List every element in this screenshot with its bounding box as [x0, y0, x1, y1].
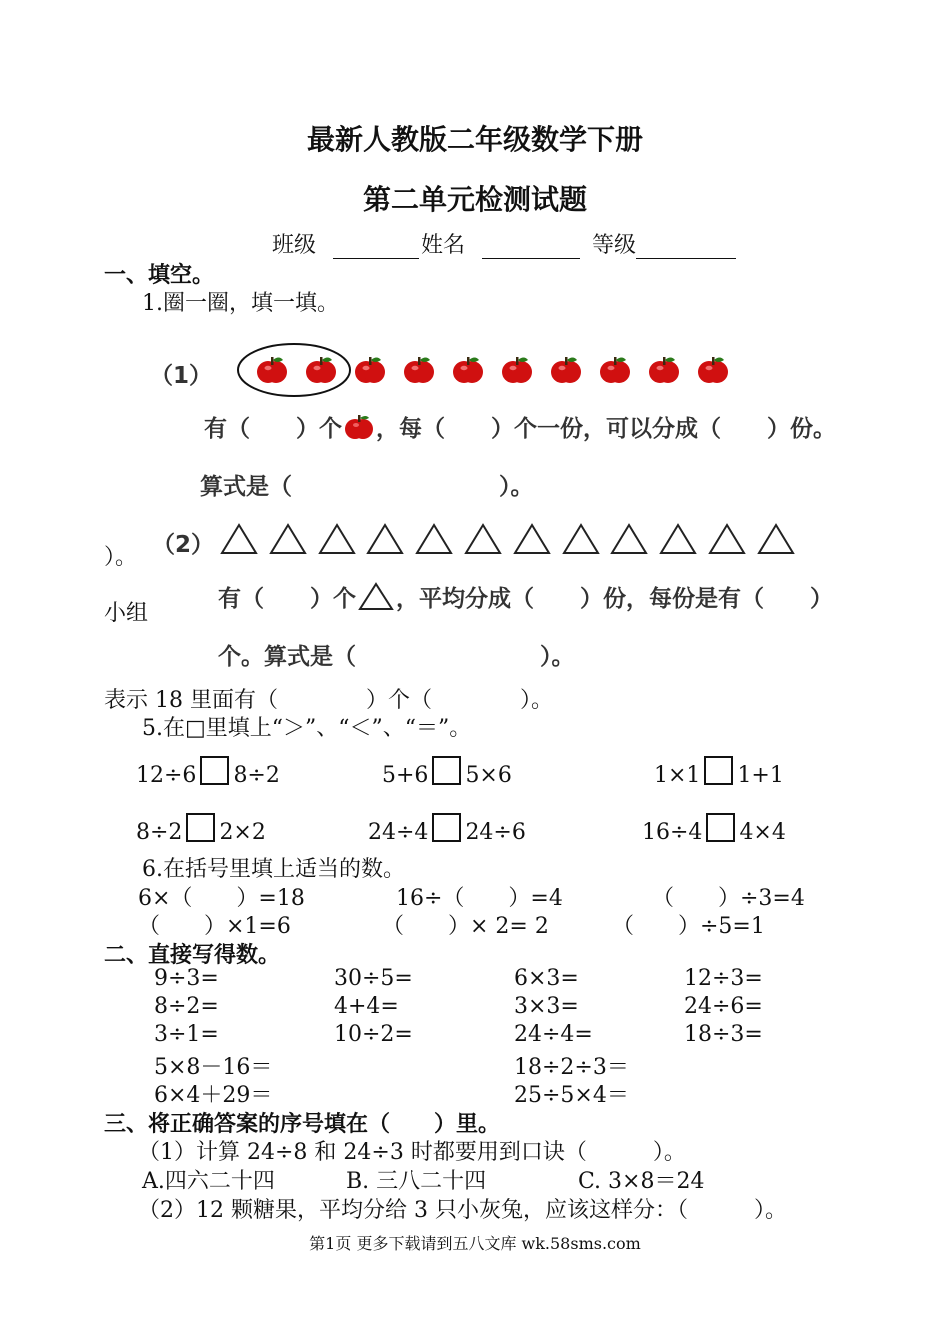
apple-icon — [403, 354, 435, 386]
part2-label: （2） — [152, 532, 215, 558]
class-label: 班级 — [272, 233, 317, 258]
part2-line1 — [218, 580, 833, 613]
calc-item: 10÷2= — [334, 1022, 413, 1047]
s3-q1-text: （1）计算 24÷8 和 24÷3 时都要用到口诀（ ）。 — [138, 1140, 686, 1165]
option-b: B. 三八二十四 — [346, 1169, 487, 1194]
name-blank — [482, 238, 580, 259]
compare-right: 1+1 — [737, 763, 784, 788]
calc-item: 30÷5= — [334, 966, 413, 991]
apple-icon — [344, 412, 374, 442]
compare-left: 8÷2 — [136, 820, 183, 845]
triangle-icon — [318, 522, 356, 556]
compare-item — [368, 813, 526, 845]
section2-heading: 二、直接写得数。 — [104, 943, 281, 968]
compare-item — [654, 756, 784, 788]
s3-q2-text: （2）12 颗糖果，平均分给 3 只小灰兔，应该这样分：（ ）。 — [138, 1198, 787, 1223]
fill-item: （ ）× 2= 2 — [382, 914, 549, 939]
calc-item: 4+4= — [334, 994, 399, 1019]
compare-item — [136, 813, 266, 845]
apple-icon — [599, 354, 631, 386]
class-blank — [333, 238, 419, 259]
calc-item: 3×3= — [514, 994, 579, 1019]
compare-right: 5×6 — [465, 763, 512, 788]
answer-box[interactable] — [186, 813, 215, 842]
triangle-icon — [610, 522, 648, 556]
compare-item — [136, 756, 280, 788]
calc-item: 6×3= — [514, 966, 579, 991]
answer-box[interactable] — [706, 813, 735, 842]
q5-text: 5.在□里填上“＞”、“＜”、“＝”。 — [142, 716, 472, 741]
compare-left: 5+6 — [382, 763, 429, 788]
apple-icon — [648, 354, 680, 386]
compare-left: 24÷4 — [368, 820, 429, 845]
triangle-icon — [513, 522, 551, 556]
answer-box[interactable] — [432, 813, 461, 842]
apple-icon — [305, 354, 337, 386]
fill-item: （ ）÷5=1 — [612, 914, 765, 939]
compare-left: 16÷4 — [642, 820, 703, 845]
calc-item: 12÷3= — [684, 966, 763, 991]
triangle-icon — [757, 522, 795, 556]
triangle-icon — [708, 522, 746, 556]
calc-item-long: 18÷2÷3＝ — [514, 1055, 629, 1080]
calc-item: 3÷1= — [154, 1022, 219, 1047]
part1-line2: 算式是（ ）。 — [200, 474, 534, 500]
q4-end-text: 表示 18 里面有（ ）个（ ）。 — [104, 688, 553, 713]
option-c: C. 3×8＝24 — [578, 1169, 705, 1194]
answer-box[interactable] — [432, 756, 461, 785]
calc-item: 24÷4= — [514, 1022, 593, 1047]
page-title: 最新人教版二年级数学下册 — [306, 123, 643, 156]
compare-right: 2×2 — [219, 820, 266, 845]
name-label: 姓名 — [421, 233, 466, 258]
compare-right: 8÷2 — [233, 763, 280, 788]
triangle-icon — [659, 522, 697, 556]
fill-item: 16÷（ ）=4 — [396, 886, 563, 911]
apple-icon — [256, 354, 288, 386]
q1-text: 1.圈一圈，填一填。 — [142, 291, 339, 316]
left-fragment-2: 小组 — [104, 601, 149, 626]
student-info-line — [272, 228, 736, 259]
calc-item: 24÷6= — [684, 994, 763, 1019]
apple-icon — [550, 354, 582, 386]
apple-circle — [236, 340, 356, 400]
triangle-icon — [415, 522, 453, 556]
left-fragment-1: ）。 — [104, 545, 138, 570]
part1-line1 — [204, 410, 836, 443]
compare-left: 12÷6 — [136, 763, 197, 788]
answer-box[interactable] — [704, 756, 733, 785]
page-subtitle: 第二单元检测试题 — [362, 183, 587, 216]
calc-item-long: 25÷5×4＝ — [514, 1083, 629, 1108]
compare-right: 4×4 — [739, 820, 786, 845]
triangle-icon — [464, 522, 502, 556]
part2-line2: 个。算式是（ ）。 — [218, 644, 575, 670]
triangle-icon — [220, 522, 258, 556]
section1-heading: 一、填空。 — [104, 263, 215, 288]
fill-item: （ ）×1=6 — [138, 914, 291, 939]
calc-item: 9÷3= — [154, 966, 219, 991]
apple-icon — [697, 354, 729, 386]
part1-line1-b: ，每（ ）个一份，可以分成（ ）份。 — [376, 416, 836, 442]
compare-item — [382, 756, 512, 788]
page-footer: 第1页 更多下载请到五八文库 wk.58sms.com — [309, 1234, 641, 1253]
calc-item-long: 5×8－16＝ — [154, 1055, 273, 1080]
option-a: A.四六二十四 — [142, 1169, 275, 1194]
fill-item: 6×（ ）=18 — [138, 886, 305, 911]
calc-item: 18÷3= — [684, 1022, 763, 1047]
compare-right: 24÷6 — [465, 820, 526, 845]
compare-left: 1×1 — [654, 763, 701, 788]
compare-item — [642, 813, 786, 845]
triangle-icon — [366, 522, 404, 556]
triangle-icon — [562, 522, 600, 556]
fill-item: （ ）÷3=4 — [652, 886, 805, 911]
calc-item-long: 6×4＋29＝ — [154, 1083, 273, 1108]
apple-icon — [501, 354, 533, 386]
triangle-icon — [269, 522, 307, 556]
section3-heading: 三、将正确答案的序号填在（ ）里。 — [104, 1112, 501, 1137]
part1-line1-a: 有（ ）个 — [204, 416, 342, 442]
apple-icon — [354, 354, 386, 386]
answer-box[interactable] — [200, 756, 229, 785]
part1-label: （1） — [150, 363, 213, 389]
q6-text: 6.在括号里填上适当的数。 — [142, 857, 405, 882]
part2-line1-a: 有（ ）个 — [218, 586, 356, 612]
apple-icon — [452, 354, 484, 386]
grade-label: 等级 — [592, 233, 637, 258]
part2-line1-b: ，平均分成（ ）份，每份是有（ ） — [396, 586, 833, 612]
calc-item: 8÷2= — [154, 994, 219, 1019]
triangle-icon — [358, 581, 394, 611]
grade-blank — [636, 238, 736, 259]
